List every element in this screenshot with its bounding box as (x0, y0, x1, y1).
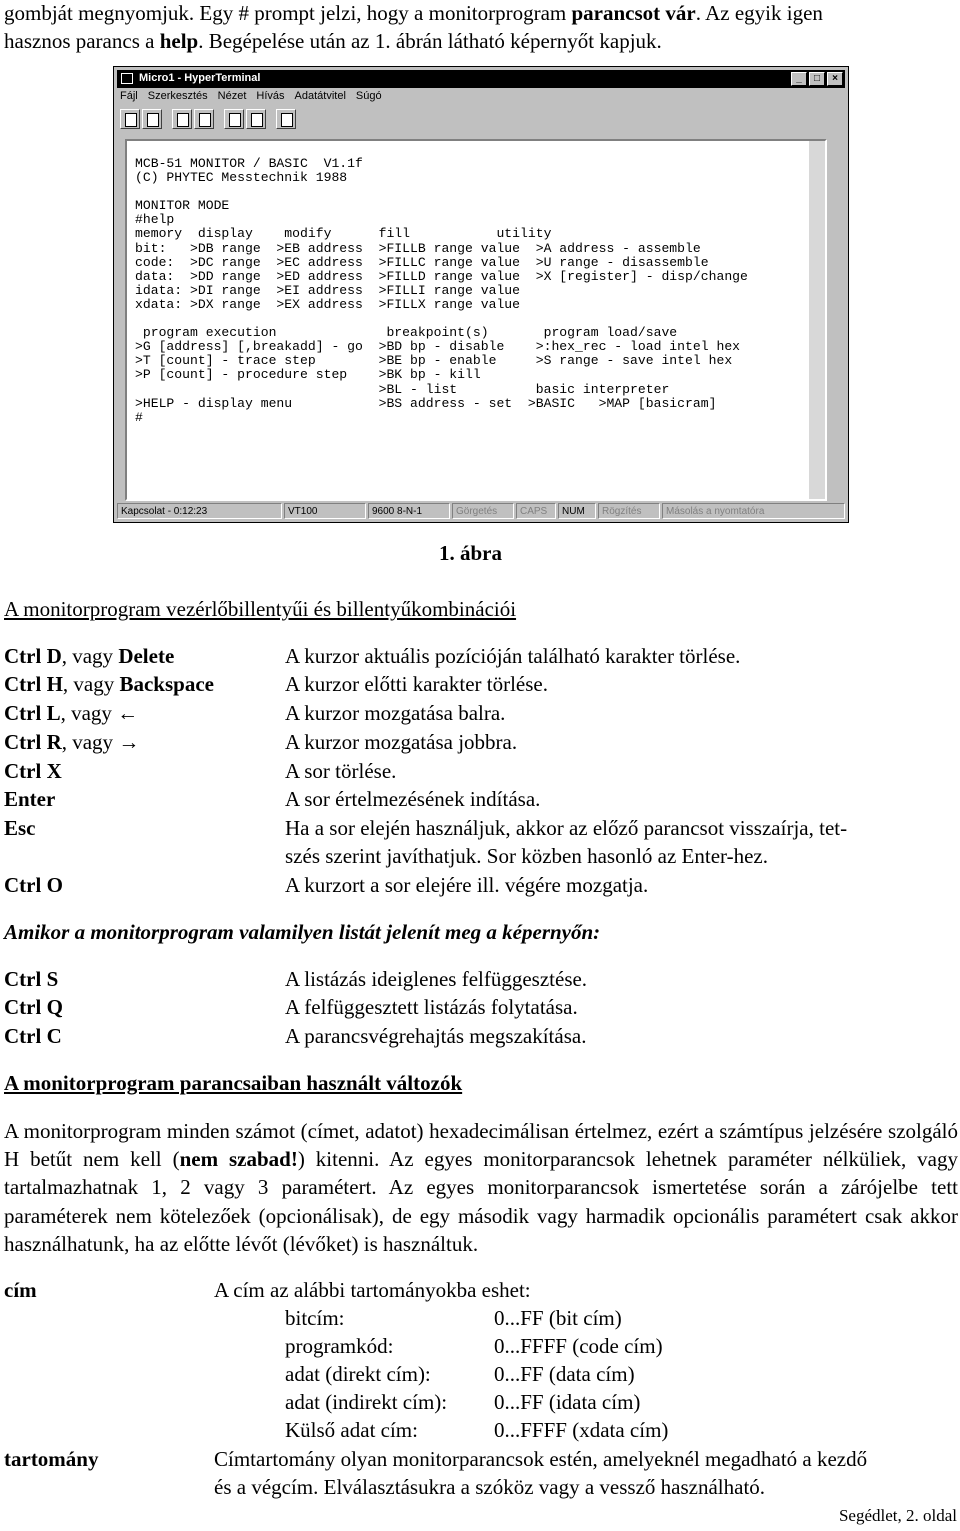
intro-line-2 (4, 27, 662, 55)
key-name: Enter (4, 787, 56, 811)
app-icon (121, 73, 133, 84)
intro-text: hasznos parancs a (4, 29, 160, 53)
key-combo (4, 728, 139, 756)
key-description: A sor törlése. (285, 759, 397, 783)
figure-caption: 1. ábra (439, 541, 502, 565)
key-name: Ctrl L (4, 701, 61, 725)
menu-item-edit[interactable]: Szerkesztés (147, 90, 208, 102)
menu-item-help[interactable]: Súgó (355, 90, 382, 102)
terminal-text: MCB-51 MONITOR / BASIC V1.1f (C) PHYTEC Messtechnik 1988 MONITOR MODE #help memory display modify fill utility bit: >DB range >EB address >FILLB range value >A address - assemble code: >DC range >EC address >FILLC range value >U range - disassemble data: >DD range >ED address >FILLD range value >X [register] - disp/change idata: >DI range >EI address >FILLI range value xdata: >DX range >EX address >FILLX range value program execution breakpoint(s) program load/save >G [address] [,breakadd] - go >BD bp - disable >:hex_rec - load intel hex >T [count] - trace step >BE bp - enable >S range - save intel hex >P [count] - procedure step >BK bp - kill >BL - list basic interpreter >HELP - display menu >BS address - set >BASIC >MAP [basicram] # (135, 156, 748, 425)
variables-heading: A monitorprogram parancsaiban használt változók (4, 1071, 463, 1095)
list-mode-heading: Amikor a monitorprogram valamilyen listát jelenít meg a képernyőn: (4, 920, 601, 944)
range-label: programkód: (285, 1334, 394, 1358)
maximize-icon[interactable]: □ (809, 72, 825, 86)
key-name: Ctrl R (4, 730, 62, 754)
menu-item-transfer[interactable]: Adatátvitel (294, 90, 346, 102)
key-name: Ctrl H (4, 672, 63, 696)
range-label: adat (indirekt cím): (285, 1390, 448, 1414)
key-name: Delete (118, 644, 175, 668)
key-name: Esc (4, 816, 36, 840)
key-description: A kurzor mozgatása balra. (285, 701, 506, 725)
key-description-cont: szés szerint javíthatjuk. Sor közben hasonló az Enter-hez. (285, 844, 768, 868)
status-port: 9600 8-N-1 (368, 503, 450, 519)
status-print: Másolás a nyomtatóra (662, 503, 845, 519)
status-caps: CAPS (516, 503, 556, 519)
key-name: Ctrl D (4, 644, 62, 668)
terminal-area[interactable] (125, 139, 827, 501)
key-description: A kurzor aktuális pozícióján található karakter törlése. (285, 644, 741, 668)
intro-text: . Az egyik igen (695, 1, 823, 25)
close-icon[interactable]: × (827, 72, 843, 86)
range-value: 0...FF (bit cím) (494, 1306, 622, 1330)
status-connection: Kapcsolat - 0:12:23 (117, 503, 282, 519)
key-combo (4, 670, 214, 698)
properties-icon[interactable] (276, 109, 296, 129)
cim-intro: A cím az alábbi tartományokba eshet: (214, 1278, 531, 1302)
intro-bold: parancsot vár (571, 1, 696, 25)
status-bar (117, 503, 845, 520)
key-description: A listázás ideiglenes felfüggesztése. (285, 967, 588, 991)
status-scroll: Görgetés (452, 503, 514, 519)
key-combo (4, 699, 138, 727)
para-text: ) kitenni. Az egyes monitorparancsok lehetnek paraméter nélküliek, vagy tartalmazhatnak 1, 2 vagy 3 paramétert. Az egyes monitorparancsok ismertetése során a zárójelbe tett paraméterek nem kötelezőek (opcionálisak), de egy második vagy harmadik opcionális paramétert csak akkor használhatunk, ha az előtte lévőt (lévőket) is használtuk. (4, 1147, 958, 1256)
key-description: A parancsvégrehajtás megszakítása. (285, 1024, 587, 1048)
minimize-icon[interactable]: _ (791, 72, 807, 86)
key-name: Ctrl S (4, 967, 59, 991)
key-combo (4, 642, 174, 670)
key-sep: , vagy (62, 672, 120, 696)
tartomany-def: Címtartomány olyan monitorparancsok estén, amelyeknél megadható a kezdő (214, 1447, 868, 1471)
range-label: adat (direkt cím): (285, 1362, 431, 1386)
para-bold: nem szabad! (179, 1147, 298, 1172)
vertical-scrollbar[interactable] (809, 141, 825, 499)
hyperterminal-window (113, 66, 849, 523)
term-tartomany: tartomány (4, 1447, 99, 1471)
right-arrow-icon: → (118, 730, 140, 754)
section-heading: A monitorprogram vezérlőbillentyűi és billentyűkombinációi (4, 597, 517, 621)
range-value: 0...FF (idata cím) (494, 1390, 641, 1414)
range-value: 0...FF (data cím) (494, 1362, 635, 1386)
tartomany-def-cont: és a végcím. Elválasztásukra a szóköz vagy a vessző használható. (214, 1475, 766, 1499)
range-label: bitcím: (285, 1306, 345, 1330)
intro-text: gombját megnyomjuk. Egy # prompt jelzi, hogy a monitorprogram (4, 1, 572, 25)
key-description: A felfüggesztett listázás folytatása. (285, 995, 578, 1019)
range-value: 0...FFFF (code cím) (494, 1334, 663, 1358)
key-sep: , vagy (61, 644, 119, 668)
key-sep: , vagy (61, 730, 119, 754)
term-cim: cím (4, 1278, 37, 1302)
variables-paragraph (4, 1117, 958, 1258)
page-footer: Segédlet, 2. oldal (838, 1506, 957, 1525)
intro-bold: help (159, 29, 199, 53)
open-icon[interactable] (142, 109, 162, 129)
menu-item-view[interactable]: Nézet (217, 90, 247, 102)
intro-line-1 (4, 0, 823, 27)
new-icon[interactable] (120, 109, 140, 129)
key-name: Backspace (119, 672, 214, 696)
window-title: Micro1 - HyperTerminal (139, 72, 261, 84)
left-arrow-icon: ← (117, 701, 139, 725)
range-label: Külső adat cím: (285, 1418, 418, 1442)
key-description: A sor értelmezésének indítása. (285, 787, 541, 811)
disconnect-icon[interactable] (194, 109, 214, 129)
range-value: 0...FFFF (xdata cím) (494, 1418, 669, 1442)
status-emulation: VT100 (284, 503, 366, 519)
receive-icon[interactable] (246, 109, 266, 129)
call-icon[interactable] (172, 109, 192, 129)
status-capture: Rögzítés (598, 503, 660, 519)
status-num: NUM (558, 503, 596, 519)
para-text: A monitorprogram minden számot (címet, adatot) hexadecimálisan értelmez, ezért a számtípus jelzésére szolgáló H betűt nem kell ( (4, 1119, 958, 1172)
intro-text: . Begépelése után az 1. ábrán látható képernyőt kapjuk. (198, 29, 662, 53)
key-description: A kurzor mozgatása jobbra. (285, 730, 518, 754)
key-name: Ctrl O (4, 873, 63, 897)
key-name: Ctrl X (4, 759, 62, 783)
key-sep: , vagy (60, 701, 118, 725)
key-description: Ha a sor elején használjuk, akkor az előző parancsot visszaírja, tet- (285, 816, 848, 840)
window-titlebar (117, 70, 845, 88)
send-icon[interactable] (224, 109, 244, 129)
key-description: A kurzort a sor elejére ill. végére mozgatja. (285, 873, 649, 897)
menu-item-file[interactable]: Fájl (120, 90, 138, 102)
key-description: A kurzor előtti karakter törlése. (285, 672, 548, 696)
key-name: Ctrl Q (4, 995, 63, 1019)
key-name: Ctrl C (4, 1024, 62, 1048)
menu-item-call[interactable]: Hívás (256, 90, 285, 102)
menu-bar (120, 90, 392, 106)
